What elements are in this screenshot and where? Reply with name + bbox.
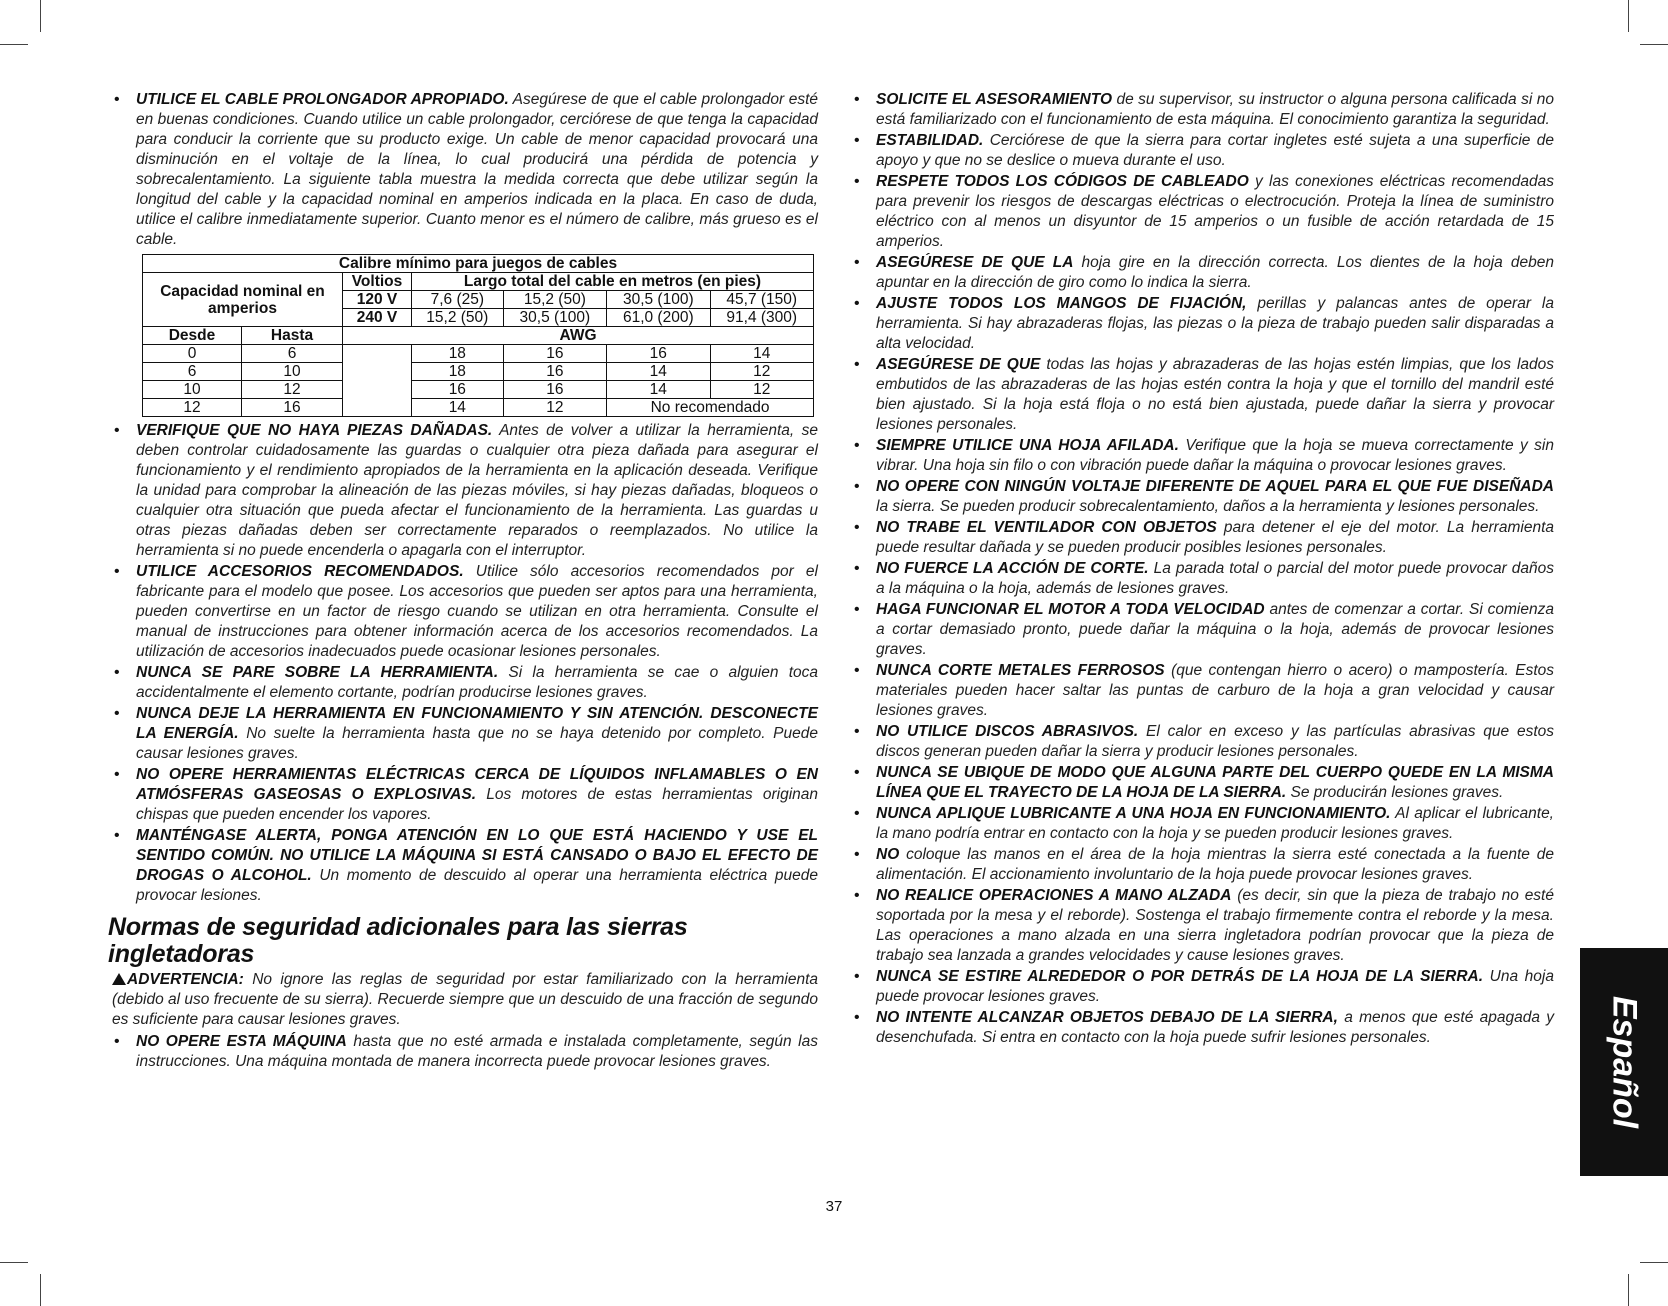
page-number: 37: [825, 1198, 843, 1215]
length-cell: 61,0 (200): [607, 309, 710, 327]
list-item: • NUNCA DEJE LA HERRAMIENTA EN FUNCIONAMIENTO Y SIN ATENCIÓN. DESCONECTE LA ENERGÍA. No suelte la herramienta hasta que no se haya detenido por completo. Puede causar lesiones graves.: [112, 704, 818, 764]
crop-mark: [40, 0, 41, 32]
list-item: • NO coloque las manos en el área de la hoja mientras la sierra esté conectada a la fuente de alimentación. El accionamiento involuntario de la hoja puede provocar lesiones graves.: [852, 845, 1554, 885]
section-title: Normas de seguridad adicionales para las sierras ingletadoras: [108, 913, 688, 968]
crop-mark: [1628, 1274, 1629, 1306]
crop-mark: [0, 1262, 28, 1263]
list-item: • RESPETE TODOS LOS CÓDIGOS DE CABLEADO y las conexiones eléctricas recomendadas para prevenir los riesgos de descargas eléctricas o electrocución. Proteja la línea de suministro eléctrico con al menos un disyuntor de 15 amperios o un fusible de acción retardada de 15 amperios.: [852, 172, 1554, 252]
table-title: Calibre mínimo para juegos de cables: [143, 255, 814, 273]
crop-mark: [1640, 44, 1668, 45]
volt-240: 240 V: [343, 309, 412, 327]
list-item: • NO OPERE ESTA MÁQUINA hasta que no esté armada e instalada completamente, según las instrucciones. Una máquina montada de manera incorrecta puede provocar lesiones graves.: [112, 1032, 818, 1072]
list-item: • SOLICITE EL ASESORAMIENTO de su supervisor, su instructor o alguna persona calificada si no está familiarizado con el funcionamiento de esta máquina. El conocimiento garantiza la seguridad.: [852, 90, 1554, 130]
list-item: • NUNCA SE ESTIRE ALREDEDOR O POR DETRÁS DE LA HOJA DE LA SIERRA. Una hoja puede provocar lesiones graves.: [852, 967, 1554, 1007]
language-side-tab: [1580, 948, 1668, 1176]
list-item: • NO OPERE CON NINGÚN VOLTAJE DIFERENTE DE AQUEL PARA EL QUE FUE DISEÑADA la sierra. Se pueden producir sobrecalentamiento, daños a la herramienta y lesiones personales.: [852, 477, 1554, 517]
length-cell: 91,4 (300): [710, 309, 813, 327]
length-header: Largo total del cable en metros (en pies): [412, 273, 814, 291]
list-item: • SIEMPRE UTILICE UNA HOJA AFILADA. Verifique que la hoja se mueva correctamente y sin vibrar. Una hoja sin filo o con vibración puede dañar la máquina o provocar lesiones graves.: [852, 436, 1554, 476]
volt-120: 120 V: [343, 291, 412, 309]
left-top-list: [112, 90, 818, 250]
table-row: 6 10 18 16 14 12: [143, 363, 814, 381]
left-column: [108, 90, 819, 1073]
desde-header: Desde: [143, 327, 242, 345]
list-item: • NUNCA APLIQUE LUBRICANTE A UNA HOJA EN FUNCIONAMIENTO. Al aplicar el lubricante, la mano podría entrar en contacto con la hoja y se pueden producir lesiones graves.: [852, 804, 1554, 844]
list-item: • HAGA FUNCIONAR EL MOTOR A TODA VELOCIDAD antes de comenzar a cortar. Si comienza a cortar demasiado pronto, puede dañar la máquina o la hoja, además de provocar lesiones graves.: [852, 600, 1554, 660]
crop-mark: [0, 44, 28, 45]
list-item: • UTILICE ACCESORIOS RECOMENDADOS. Utilice sólo accesorios recomendados por el fabricante para el modelo que posee. Los accesorios que pueden ser aptos para una herramienta, pueden convertirse en un factor de riesgo cuando se utilizan en otra herramienta. Consulte el manual de instrucciones para obtener información acerca de los accesorios recomendados. La utilización de accesorios inadecuados puede ocasionar lesiones personales.: [112, 562, 818, 662]
table-row: 10 12 16 16 14 12: [143, 381, 814, 399]
hasta-header: Hasta: [242, 327, 343, 345]
right-column: [852, 90, 1554, 1049]
list-item: • NO OPERE HERRAMIENTAS ELÉCTRICAS CERCA DE LÍQUIDOS INFLAMABLES O EN ATMÓSFERAS GASEOSAS O EXPLOSIVAS. Los motores de estas herramientas originan chispas que pueden encender los vapores.: [112, 765, 818, 825]
crop-mark: [1628, 0, 1629, 32]
right-list: [852, 90, 1554, 1048]
list-item: • NO TRABE EL VENTILADOR CON OBJETOS para detener el eje del motor. La herramienta puede resultar dañada y se pueden producir posibles lesiones personales.: [852, 518, 1554, 558]
list-item: • VERIFIQUE QUE NO HAYA PIEZAS DAÑADAS. Antes de volver a utilizar la herramienta, se deben controlar cuidadosamente las guardas o cualquier otra pieza dañada para asegurar el funcionamiento y el rendimiento apropiados de la herramienta en la aplicación deseada. Verifique la unidad para comprobar la alineación de las piezas móviles, si hay piezas dañadas, bloqueos o cualquier otra situación que pueda afectar el funcionamiento de la herramienta. Las guardas u otras piezas dañadas deben ser correctamente reparados o reemplazados. No utilice la herramienta si no puede encenderla o apagarla con el interruptor.: [112, 421, 818, 561]
list-item: • ASEGÚRESE DE QUE LA hoja gire en la dirección correcta. Los dientes de la hoja deben apuntar en la dirección de giro como lo indica la sierra.: [852, 253, 1554, 293]
list-item: • MANTÉNGASE ALERTA, PONGA ATENCIÓN EN LO QUE ESTÁ HACIENDO Y USE EL SENTIDO COMÚN. NO UTILICE LA MÁQUINA SI ESTÁ CANSADO O BAJO EL EFECTO DE DROGAS O ALCOHOL. Un momento de descuido al operar una herramienta eléctrica puede provocar lesiones.: [112, 826, 818, 906]
length-cell: 15,2 (50): [412, 309, 504, 327]
length-cell: 45,7 (150): [710, 291, 813, 309]
cable-gauge-table: [142, 254, 814, 417]
list-item: • ESTABILIDAD. Cerciórese de que la sierra para cortar ingletes esté sujeta a una superficie de apoyo y que no se deslice o mueva durante el uso.: [852, 131, 1554, 171]
capacity-label: Capacidad nominal en amperios: [143, 273, 343, 327]
warning-paragraph: [112, 970, 818, 1030]
list-item: • NUNCA CORTE METALES FERROSOS (que contengan hierro o acero) o mampostería. Estos materiales pueden hacer saltar las puntas de carburo de la hoja a gran velocidad y causar lesiones graves.: [852, 661, 1554, 721]
list-item: • ASEGÚRESE DE QUE todas las hojas y abrazaderas de las hojas estén limpias, que los lados embutidos de las abrazaderas de las hojas estén contra la hoja y que el tornillo del mandril esté bien ajustado. Si la hoja está floja o no está bien ajustada, puede dañar la sierra y provocar lesiones personales.: [852, 355, 1554, 435]
left-bottom-list: [112, 1032, 818, 1072]
list-item: • AJUSTE TODOS LOS MANGOS DE FIJACIÓN, perillas y palancas antes de operar la herramienta. Si hay abrazaderas flojas, las piezas o la pieza de trabajo pueden salir disparadas a alta velocidad.: [852, 294, 1554, 354]
side-tab-label: Español: [1605, 995, 1644, 1129]
length-cell: 30,5 (100): [607, 291, 710, 309]
warning-triangle-icon: [112, 973, 126, 985]
list-item: • NO FUERCE LA ACCIÓN DE CORTE. La parada total o parcial del motor puede provocar daños a la máquina o la hoja, además de lesiones graves.: [852, 559, 1554, 599]
table-row: 0 6 18 16 16 14: [143, 345, 814, 363]
length-cell: 15,2 (50): [503, 291, 606, 309]
list-item: • NO REALICE OPERACIONES A MANO ALZADA (es decir, sin que la pieza de trabajo no esté soportada por la mesa y el reborde). Sostenga el trabajo firmemente contra el reborde y la mesa. Las operaciones a mano alzada en una sierra ingletadora podrían provocar que la pieza de trabajo sea lanzada a grandes velocidades y cause lesiones graves.: [852, 886, 1554, 966]
list-item: • NUNCA SE PARE SOBRE LA HERRAMIENTA. Si la herramienta se cae o alguien toca accidentalmente el elemento cortante, podrían producirse lesiones graves.: [112, 663, 818, 703]
list-item: • UTILICE EL CABLE PROLONGADOR APROPIADO. Asegúrese de que el cable prolongador esté en buenas condiciones. Cuando utilice un cable prolongador, cerciórese de que tenga la capacidad para conducir la corriente que su producto exige. Un cable de menor capacidad provocará una disminución en el voltaje de la línea, lo cual producirá una pérdida de potencia y sobrecalentamiento. La siguiente tabla muestra la medida correcta que debe utilizar según la longitud del cable y la capacidad nominal en amperios indicada en la placa. En caso de duda, utilice el calibre inmediatamente superior. Cuanto menor es el número de calibre, más grueso es el cable.: [112, 90, 818, 250]
table-row: 12 16 14 12 No recomendado: [143, 399, 814, 417]
length-cell: 30,5 (100): [503, 309, 606, 327]
warning-label: ADVERTENCIA:: [127, 971, 244, 988]
awg-header: AWG: [343, 327, 814, 345]
list-item: • NO UTILICE DISCOS ABRASIVOS. El calor en exceso y las partículas abrasivas que estos discos generan pueden dañar la sierra y producir lesiones personales.: [852, 722, 1554, 762]
volts-header: Voltios: [343, 273, 412, 291]
list-item: • NUNCA SE UBIQUE DE MODO QUE ALGUNA PARTE DEL CUERPO QUEDE EN LA MISMA LÍNEA QUE EL TRAYECTO DE LA HOJA DE LA SIERRA. Se producirán lesiones graves.: [852, 763, 1554, 803]
warning-body: No ignore las reglas de seguridad por estar familiarizado con la herramienta (debido al uso frecuente de su sierra). Recuerde siempre que un descuido de una fracción de segundo es suficiente para causar lesiones graves.: [112, 971, 818, 1028]
crop-mark: [40, 1274, 41, 1306]
list-item: • NO INTENTE ALCANZAR OBJETOS DEBAJO DE LA SIERRA, a menos que esté apagada y desenchufada. Si entra en contacto con la hoja puede sufrir lesiones personales.: [852, 1008, 1554, 1048]
crop-mark: [1640, 1262, 1668, 1263]
length-cell: 7,6 (25): [412, 291, 504, 309]
left-list: [112, 421, 818, 906]
